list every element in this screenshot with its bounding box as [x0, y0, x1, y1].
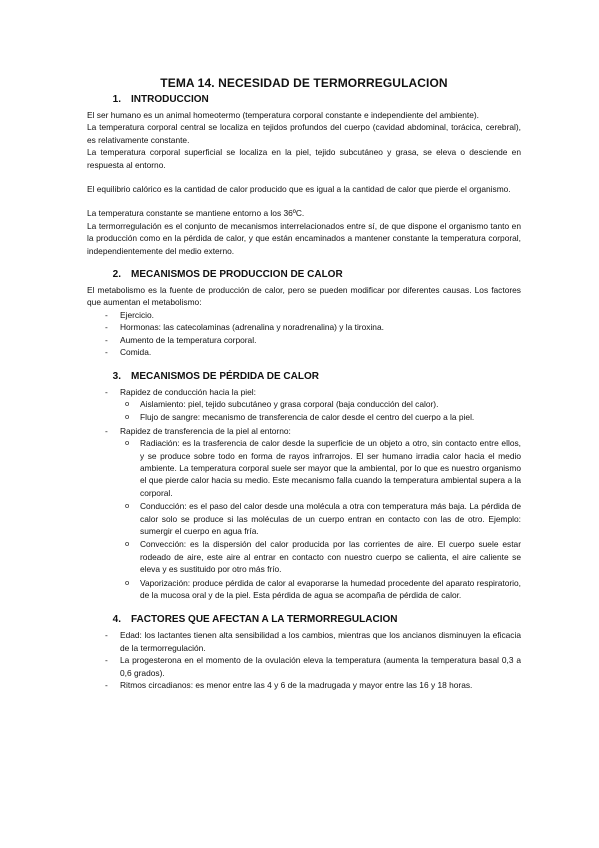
section-title: FACTORES QUE AFECTAN A LA TERMORREGULACION [131, 614, 398, 626]
factor-list [87, 629, 521, 691]
section-title: INTRODUCCION [131, 94, 209, 105]
section-4-heading [87, 614, 521, 625]
sub-list-item: o Flujo de sangre: mecanismo de transferencia de calor desde el centro del cuerpo a la piel. [120, 411, 521, 423]
list-item-label: Rapidez de conducción hacia la piel: [120, 386, 256, 397]
sub-list [120, 437, 521, 601]
loss-list [87, 386, 521, 602]
section-number: 4. [112, 614, 121, 626]
list-item [87, 386, 521, 424]
page-title: TEMA 14. NECESIDAD DE TERMORREGULACION [160, 76, 448, 90]
section-title: MECANISMOS DE PÉRDIDA DE CALOR [131, 370, 319, 382]
section-3-heading [87, 371, 521, 382]
factor-list [87, 309, 521, 359]
sub-list-item: o Aislamiento: piel, tejido subcutáneo y grasa corporal (baja conducción del calor). [120, 398, 521, 410]
paragraph: La temperatura corporal central se localiza en tejidos profundos del cuerpo (cavidad abdominal, torácica, cerebral), es relativamente constante. [87, 122, 521, 145]
section-number: 3. [112, 370, 121, 382]
sub-list-item: o Convección: es la dispersión del calor producida por las corrientes de aire. El cuerpo suele estar rodeado de aire, este aire al entrar en contacto con nuestro cuerpo se calienta, el aire caliente se eleva y es sustituido por otro más frío. [120, 538, 521, 575]
section-1-heading [87, 94, 521, 105]
section-number: 1. [112, 94, 121, 105]
sub-list-item: o Vaporización: produce pérdida de calor al evaporarse la humedad procedente del aparato respiratorio, de la mucosa oral y de la piel. Esta pérdida de agua se acompaña de pérdida de calor. [120, 577, 521, 602]
list-item: - Comida. [87, 346, 521, 358]
section-title: MECANISMOS DE PRODUCCION DE CALOR [131, 269, 343, 281]
paragraph: La temperatura corporal superficial se localiza en la piel, tejido subcutáneo y grasa, se eleva o desciende en respuesta al entorno. [87, 147, 521, 170]
section-2-heading [87, 269, 521, 280]
paragraph: El metabolismo es la fuente de producción de calor, pero se pueden modificar por diferentes causas. Los factores que aumentan el metabolismo: [87, 285, 521, 308]
list-item: - Ejercicio. [87, 309, 521, 321]
sub-list [120, 398, 521, 424]
sub-list-item: o Conducción: es el paso del calor desde una molécula a otra con temperatura más baja. La pérdida de calor solo se produce si las moléculas de un cuerpo entran en contacto con las de otro. Ejemplo: sumergir el cuerpo en agua fría. [120, 500, 521, 537]
list-item: - Edad: los lactantes tienen alta sensibilidad a los cambios, mientras que los ancianos disminuyen la eficacia de la termorregulación. [87, 629, 521, 654]
paragraph: La temperatura constante se mantiene entorno a los 36ºC. [87, 208, 305, 219]
sub-list-item: o Radiación: es la trasferencia de calor desde la superficie de un objeto a otro, sin contacto entre ellos, y se produce sobre todo en forma de rayos infrarrojos. El ser humano irradia calor hacia el medio ambiente. La temperatura corporal suele ser mayor que la ambiental, por lo que es nuestro organismo el que pierde calor hacia su medio. Este mecanismo falla cuando la temperatura ambiental supera a la corporal. [120, 437, 521, 499]
list-item: - Hormonas: las catecolaminas (adrenalina y noradrenalina) y la tiroxina. [87, 321, 521, 333]
paragraph: El equilibrio calórico es la cantidad de calor producido que es igual a la cantidad de calor que pierde el organismo. [87, 184, 511, 195]
list-item: - Aumento de la temperatura corporal. [87, 334, 521, 346]
list-item: - La progesterona en el momento de la ovulación eleva la temperatura (aumenta la temperatura basal 0,3 a 0,6 grados). [87, 654, 521, 679]
list-item: - Ritmos circadianos: es menor entre las 4 y 6 de la madrugada y mayor entre las 16 y 18 horas. [87, 679, 521, 691]
section-number: 2. [112, 269, 121, 281]
list-item-label: Rapidez de transferencia de la piel al entorno: [120, 425, 291, 436]
list-item [87, 425, 521, 602]
paragraph: La termorregulación es el conjunto de mecanismos interrelacionados entre sí, de que dispone el organismo tanto en la producción como en la pérdida de calor, y que están encaminados a mantener constante la temperatura corporal, independientemente del medio externo. [87, 220, 521, 256]
paragraph: El ser humano es un animal homeotermo (temperatura corporal constante e independiente del ambiente). [87, 110, 479, 120]
